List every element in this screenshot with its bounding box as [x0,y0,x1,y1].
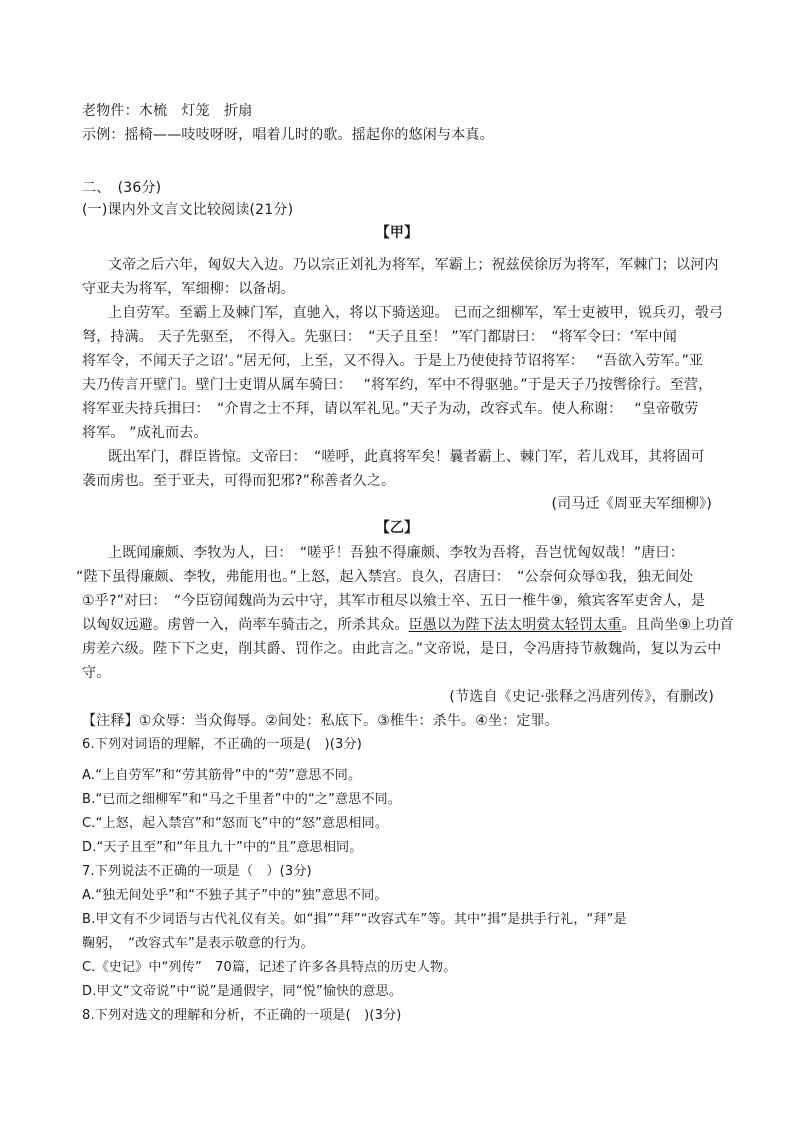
passage-jia-source: (司马迁《周亚夫军细柳》) [551,496,712,512]
question-6-option-d: D.“天子且至”和“年且九十”中的“且”意思相同。 [82,840,363,855]
intro-line-1: 老物件：木梳 灯笼 折扇 [82,103,253,119]
underlined-sentence: 臣愚以为陛下法太明赏太轻罚太重 [408,617,622,633]
question-7-option-b: B.甲文有不少词语与古代礼仪有关。如“揖”“拜”“改容式车”等。其中“揖”是拱手行礼，“拜”是 [82,912,627,927]
passage-jia-line: 弩，持满。 天子先驱至， 不得入。先驱曰： “天子且至！ ”军门都尉曰： “将军令曰：‘军中闻 [82,329,677,345]
passage-jia-line: 夫乃传言开壁门。壁门士吏谓从属车骑曰： “将军约，军中不得驱驰。”于是天子乃按辔徐行。至营， [82,377,713,393]
passage-yi-line-text: 以匈奴远避。虏曾一入，尚率车骑击之，所杀其众。 [82,617,409,633]
passage-yi-line: 守。 [82,665,111,681]
section-heading: 二、 (36分) [82,180,162,196]
question-7-option-d: D.甲文“文帝说”中“说”是通假字，同“悦”愉快的意思。 [82,984,403,999]
passage-jia-line: 将军令，不闻天子之诏’。”居无何，上至，又不得入。于是上乃使使持节诏将军： “吾欲入劳军。”亚 [82,353,704,369]
passage-jia-line: 上自劳军。至霸上及棘门军，直驰入，将以下骑送迎。 已而之细柳军，军士吏被甲，锐兵刃，彀弓 [108,305,724,321]
passage-jia-line: 将军。 ”成礼而去。 [82,425,208,441]
question-8-stem: 8.下列对选文的理解和分析，不正确的一项是( )(3分) [82,1008,402,1023]
passage-yi-line: ①乎?”对曰： “今臣窃闻魏尚为云中守，其军市租尽以飨士卒、五日一椎牛⑨，飨宾客军吏舍人，是 [82,593,706,609]
passage-jia-line: 将军亚夫持兵揖曰： “介胄之士不拜，请以军礼见。”天子为动，改容式车。使人称谢： “皇帝敬劳 [82,401,699,417]
section-subheading: (一)课内外文言文比较阅读(21分) [82,202,294,218]
passage-yi-line: 上既闻廉颇、李牧为人，曰： “嗟乎！吾独不得廉颇、李牧为吾将，吾岂忧匈奴哉！”唐曰： [108,545,684,561]
passage-yi-title: 【乙】 [375,520,419,536]
passage-yi-line: “陛下虽得廉颇、李牧，弗能用也。”上怒，起入禁宫。良久，召唐曰： “公奈何众辱①我，独无间处 [76,569,694,585]
question-7-option-b-cont: 鞠躬， “改容式车”是表示敬意的行为。 [82,936,314,951]
question-6-option-c: C.“上怒，起入禁宫”和“怒而飞”中的“怒”意思相同。 [82,816,389,831]
passage-jia-line: 文帝之后六年，匈奴大入边。乃以宗正刘礼为将军，军霸上；祝兹侯徐厉为将军，军棘门；以河内 [108,257,719,273]
annotations: 【注释】①众辱：当众侮辱。②间处：私底下。③椎牛：杀牛。④坐：定罪。 [82,713,560,729]
question-6-stem: 6.下列对词语的理解，不正确的一项是( )(3分) [82,737,362,752]
passage-jia-line: 既出军门，群臣皆惊。文帝曰： “嗟呼，此真将军矣！曩者霸上、棘门军，若儿戏耳，其将固可 [108,449,705,465]
passage-yi-line-tail: 。且尚坐⑨上功首 [621,617,734,633]
question-6-option-a: A.“上自劳军”和“劳其筋骨”中的“劳”意思不同。 [82,768,362,783]
passage-yi-line: 虏差六级。陛下下之吏，削其爵、罚作之。由此言之。”文帝说，是日，令冯唐持节赦魏尚，复以为云中 [82,641,722,657]
passage-yi-source: (节选自《史记·张释之冯唐列传》，有删改) [449,689,714,705]
question-7-option-a: A.“独无间处乎”和“不独子其子”中的“独”意思不同。 [82,888,388,903]
question-6-option-b: B.“已而之细柳军”和“马之千里者”中的“之”意思不同。 [82,792,402,807]
passage-jia-line: 袭而虏也。至于亚夫，可得而犯邪?”称善者久之。 [82,473,396,489]
intro-example-line: 示例：摇椅——吱吱呀呀，唱着儿时的歌。摇起你的悠闲与本真。 [82,127,494,143]
passage-yi-line [82,615,734,635]
question-7-option-c: C.《史记》中“列传” 70篇，记述了许多各具特点的历史人物。 [82,960,457,975]
passage-jia-line: 守亚夫为将军，军细柳：以备胡。 [82,281,295,297]
question-7-stem: 7.下列说法不正确的一项是（ ）(3分) [82,864,312,879]
passage-jia-title: 【甲】 [375,225,419,241]
